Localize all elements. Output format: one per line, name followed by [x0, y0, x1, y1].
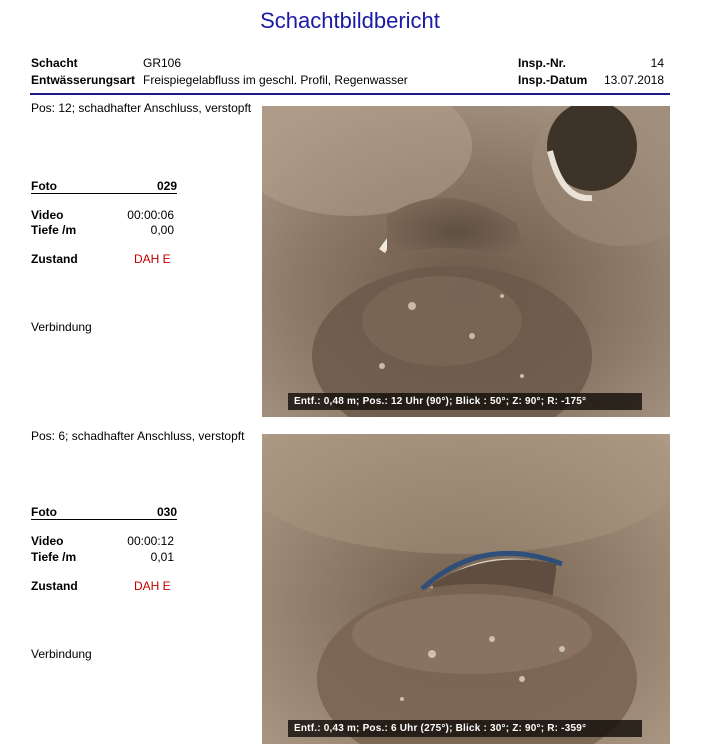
foto-label: Foto [31, 179, 57, 193]
entry-1-tiefe-value: 0,00 [150, 223, 174, 237]
schacht-label: Schacht [31, 56, 78, 70]
entwaesserung-label: Entwässerungsart [31, 73, 136, 87]
page-title: Schachtbildbericht [260, 8, 440, 33]
entry-2-foto [31, 505, 177, 520]
insp-datum-label: Insp.-Datum [518, 73, 588, 87]
entry-1-zustand-value: DAH E [134, 252, 171, 266]
entry-1-foto [31, 179, 177, 194]
entry-1-position: Pos: 12; schadhafter Anschluss, verstopft [31, 101, 252, 115]
entry-2-photo[interactable] [262, 434, 670, 744]
entry-2-video-value: 00:00:12 [127, 534, 174, 548]
foto-number: 030 [156, 505, 177, 519]
foto-label: Foto [31, 505, 57, 519]
header-rule [30, 93, 670, 95]
insp-nr-value: 14 [650, 56, 664, 70]
entry-2-position: Pos: 6; schadhafter Anschluss, verstopft [31, 429, 245, 443]
entry-2-video-label: Video [31, 534, 64, 548]
entry-2-zustand-value: DAH E [134, 579, 171, 593]
entry-2-zustand-label: Zustand [31, 579, 78, 593]
pipe-photo-image [262, 106, 670, 417]
entry-2-tiefe-value: 0,01 [150, 550, 174, 564]
schacht-value: GR106 [143, 56, 182, 70]
entry-1-verbindung: Verbindung [31, 320, 92, 334]
insp-datum-value: 13.07.2018 [603, 73, 664, 87]
entry-2-tiefe-label: Tiefe /m [31, 550, 77, 564]
entry-1-zustand-label: Zustand [31, 252, 78, 266]
pipe-photo-image [262, 434, 670, 744]
entry-2-photo-overlay: Entf.: 0,43 m; Pos.: 6 Uhr (275°); Blick : 30°; Z: 90°; R: -359° [288, 720, 642, 737]
entry-2-verbindung: Verbindung [31, 647, 92, 661]
foto-number: 029 [156, 179, 177, 193]
entry-1-video-label: Video [31, 208, 64, 222]
insp-nr-label: Insp.-Nr. [518, 56, 567, 70]
entwaesserung-value: Freispiegelabfluss im geschl. Profil, Regenwasser [143, 73, 408, 87]
entry-1-video-value: 00:00:06 [127, 208, 174, 222]
entry-1-tiefe-label: Tiefe /m [31, 223, 77, 237]
entry-1-photo-overlay: Entf.: 0,48 m; Pos.: 12 Uhr (90°); Blick : 50°; Z: 90°; R: -175° [288, 393, 642, 410]
entry-1-photo[interactable] [262, 106, 670, 417]
